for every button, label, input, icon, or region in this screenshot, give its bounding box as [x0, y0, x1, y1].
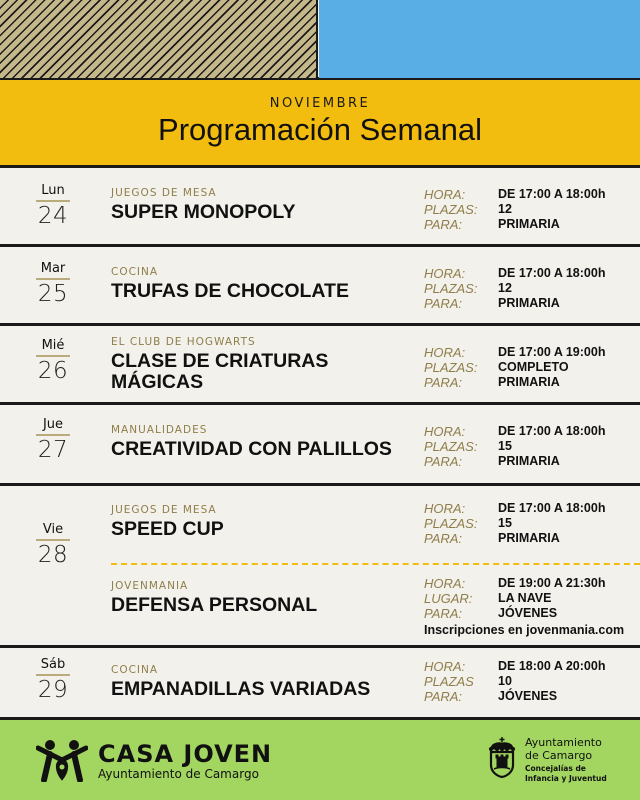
detail-value: DE 17:00 A 18:00h: [498, 187, 606, 201]
detail-value: PRIMARIA: [498, 531, 560, 545]
detail-label: PARA:: [424, 454, 463, 469]
detail-label: PLAZAS:: [424, 202, 478, 217]
day-number: 25: [37, 281, 69, 307]
ayuntamiento-brand: [487, 736, 607, 784]
activity-category: COCINA: [111, 266, 159, 278]
detail-value: LA NAVE: [498, 591, 552, 605]
detail-label: PLAZAS:: [424, 439, 478, 454]
detail-label: PLAZAS:: [424, 281, 478, 296]
registration-note: Inscripciones en jovenmania.com: [424, 623, 625, 637]
day-number: 27: [37, 437, 69, 463]
detail-label: HORA:: [424, 266, 466, 281]
detail-value: PRIMARIA: [498, 217, 560, 231]
activity-details: [424, 501, 605, 546]
day-name: Jue: [36, 417, 70, 436]
detail-label: HORA:: [424, 345, 466, 360]
date-badge: [36, 657, 70, 703]
ayto-name-line1: Ayuntamiento: [525, 736, 602, 749]
hatched-block: [0, 0, 318, 78]
day-number: 29: [37, 677, 69, 703]
brand-name: CASA JOVEN: [98, 740, 273, 768]
date-badge: [36, 417, 70, 463]
brand-subtitle: Ayuntamiento de Camargo: [98, 767, 259, 781]
activity: [111, 424, 392, 460]
detail-value: JÓVENES: [498, 689, 558, 703]
casa-joven-brand: [36, 740, 272, 782]
detail-label: PARA:: [424, 606, 463, 621]
activity: [111, 580, 317, 616]
header-banner: [0, 80, 640, 168]
detail-label: PARA:: [424, 531, 463, 546]
activity-name: DEFENSA PERSONAL: [111, 594, 318, 616]
detail-label: LUGAR:: [424, 591, 473, 606]
day-row-lun: [0, 168, 640, 247]
detail-value: 15: [498, 516, 512, 530]
day-row-mie: [0, 326, 640, 405]
detail-label: HORA:: [424, 659, 466, 674]
ayto-dept-line2: Infancia y Juventud: [525, 774, 607, 783]
date-badge: [36, 261, 70, 307]
activity: [111, 187, 296, 223]
activity-name-line1: CLASE DE CRIATURAS: [111, 350, 329, 372]
activity-category: JUEGOS DE MESA: [111, 187, 217, 199]
activity-name: CREATIVIDAD CON PALILLOS: [111, 438, 392, 460]
detail-value: DE 17:00 A 19:00h: [498, 345, 606, 359]
day-name: Mar: [36, 261, 70, 280]
date-badge: [36, 522, 70, 568]
day-number: 24: [37, 203, 69, 229]
activity-details: [424, 266, 605, 311]
detail-label: PARA:: [424, 375, 463, 390]
detail-label: HORA:: [424, 501, 466, 516]
detail-label: PLAZAS:: [424, 516, 478, 531]
top-decor-band: [0, 0, 640, 80]
activity-category: EL CLUB DE HOGWARTS: [111, 336, 256, 348]
date-badge: [36, 338, 70, 384]
activity-details: [424, 576, 605, 621]
activity-category: MANUALIDADES: [111, 424, 208, 436]
detail-value: 12: [498, 281, 512, 295]
detail-value: PRIMARIA: [498, 454, 560, 468]
casa-joven-logo-icon: [36, 740, 88, 782]
month-label: NOVIEMBRE: [269, 96, 371, 111]
detail-value: JÓVENES: [498, 606, 558, 620]
detail-label: HORA:: [424, 187, 466, 202]
detail-label: PLAZAS:: [424, 360, 478, 375]
activity-name: SPEED CUP: [111, 518, 224, 540]
detail-value: DE 17:00 A 18:00h: [498, 266, 606, 280]
activity-name-line2: MÁGICAS: [111, 371, 204, 393]
detail-value: 10: [498, 674, 512, 688]
activity: [111, 504, 224, 540]
detail-label: PLAZAS: [424, 674, 474, 689]
activity-category: COCINA: [111, 664, 159, 676]
activity-name: EMPANADILLAS VARIADAS: [111, 678, 371, 700]
detail-value: DE 19:00 A 21:30h: [498, 576, 606, 590]
day-name: Sáb: [36, 657, 70, 676]
detail-value: 12: [498, 202, 512, 216]
detail-value: PRIMARIA: [498, 296, 560, 310]
detail-value: COMPLETO: [498, 360, 569, 374]
detail-label: PARA:: [424, 217, 463, 232]
activity: [111, 664, 370, 700]
activity-details: [424, 424, 605, 469]
detail-value: 15: [498, 439, 512, 453]
detail-value: DE 17:00 A 18:00h: [498, 424, 606, 438]
day-row-vie: [0, 486, 640, 648]
date-badge: [36, 183, 70, 229]
ayto-dept-line1: Concejalías de: [525, 764, 586, 773]
activity-category: JUEGOS DE MESA: [111, 504, 217, 516]
activity-details: [424, 345, 605, 390]
activity-details: [424, 187, 605, 232]
day-number: 28: [37, 542, 69, 568]
ayto-name-line2: de Camargo: [525, 749, 593, 762]
dashed-divider: [111, 563, 640, 565]
detail-label: PARA:: [424, 296, 463, 311]
activity-name: SUPER MONOPOLY: [111, 201, 296, 223]
detail-label: HORA:: [424, 424, 466, 439]
day-name: Lun: [36, 183, 70, 202]
day-row-sab: [0, 648, 640, 720]
activity: [111, 266, 349, 302]
activity-details: [424, 659, 605, 704]
blue-block: [319, 0, 640, 78]
day-name: Vie: [36, 522, 70, 541]
detail-value: PRIMARIA: [498, 375, 560, 389]
detail-label: PARA:: [424, 689, 463, 704]
day-row-jue: [0, 405, 640, 486]
activity: [111, 336, 328, 393]
detail-value: DE 17:00 A 18:00h: [498, 501, 606, 515]
detail-value: DE 18:00 A 20:00h: [498, 659, 606, 673]
activity-name: TRUFAS DE CHOCOLATE: [111, 280, 349, 302]
activity-category: JOVENMANIA: [111, 580, 189, 592]
day-number: 26: [37, 358, 69, 384]
page-title: Programación Semanal: [158, 112, 482, 147]
detail-label: HORA:: [424, 576, 466, 591]
footer: [0, 720, 640, 800]
coat-of-arms-icon: [487, 736, 517, 778]
day-name: Mié: [36, 338, 70, 357]
day-row-mar: [0, 247, 640, 326]
